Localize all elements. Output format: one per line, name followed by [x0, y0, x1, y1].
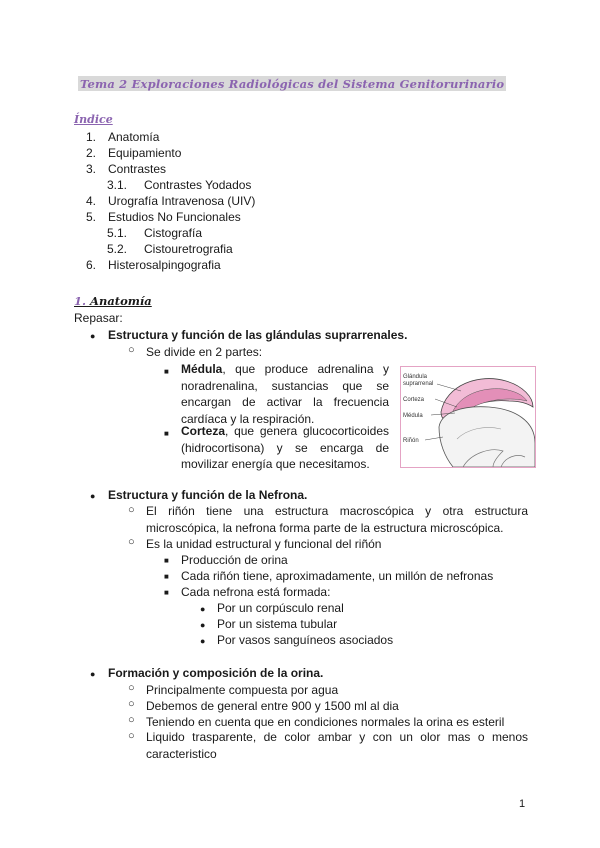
- sub-sub-item: Producción de orina: [181, 553, 288, 567]
- square-bullet-icon: ■: [164, 588, 169, 597]
- document-title: Tema 2 Exploraciones Radiológicas del Sistema Genitorurinario: [80, 77, 505, 91]
- sub-item: Es la unidad estructural y funcional del riñón: [146, 537, 382, 551]
- intro-text: Repasar:: [74, 311, 123, 325]
- sub-item: Debemos de general entre 900 y 1500 ml al dia: [146, 699, 399, 713]
- list-item: Por un sistema tubular: [217, 617, 338, 631]
- sub-item: El riñón tiene una estructura macroscópica y otra estructura microscópica, la nefrona forma parte de la estructura microscópica.: [146, 504, 528, 535]
- square-bullet-icon: ■: [164, 556, 169, 565]
- bullet-icon: ●: [200, 620, 206, 630]
- bullet-icon: ●: [90, 491, 96, 501]
- page-number: 1: [519, 798, 526, 810]
- figure-label: Riñón: [403, 438, 419, 444]
- circle-bullet-icon: ○: [128, 730, 135, 742]
- kidney-illustration: [401, 367, 535, 467]
- bullet-icon: ●: [90, 331, 96, 341]
- list-item: Por un corpúsculo renal: [217, 601, 344, 615]
- sub-item: Liquido trasparente, de color ambar y con un olor mas o menos caracteristico: [146, 730, 528, 761]
- sub-sub-item: Cada riñón tiene, aproximadamente, un millón de nefronas: [181, 569, 494, 583]
- sub-sub-item: Cada nefrona está formada:: [181, 585, 331, 599]
- corteza-paragraph: Corteza, que genera glucocorticoides (hidrocortisona) y se encarga de movilizar energía que necesitamos.: [181, 424, 389, 471]
- circle-bullet-icon: ○: [128, 536, 135, 548]
- medula-paragraph: Médula, que produce adrenalina y noradrenalina, sustancias que se encargan de activar la frecuencia cardíaca y la respiración.: [181, 362, 389, 426]
- square-bullet-icon: ■: [164, 572, 169, 581]
- circle-bullet-icon: ○: [128, 698, 135, 710]
- figure-label: Corteza: [403, 397, 425, 403]
- sub-item: Principalmente compuesta por agua: [146, 683, 339, 697]
- bullet-icon: ●: [90, 669, 96, 679]
- bullet-heading: Estructura y función de la Nefrona.: [108, 488, 308, 502]
- figure-label: Médula: [403, 413, 423, 419]
- circle-bullet-icon: ○: [128, 682, 135, 694]
- list-item: Por vasos sanguíneos asociados: [217, 633, 394, 647]
- bullet-icon: ●: [200, 636, 206, 646]
- bullet-heading: Estructura y función de las glándulas suprarrenales.: [108, 328, 408, 342]
- index-heading: Índice: [74, 113, 113, 126]
- sub-item: Se divide en 2 partes:: [146, 345, 263, 359]
- bullet-heading: Formación y composición de la orina.: [108, 666, 324, 680]
- figure-label: suprarrenal: [403, 381, 434, 387]
- sub-item: Teniendo en cuenta que en condiciones normales la orina es esteril: [146, 715, 505, 729]
- circle-bullet-icon: ○: [128, 714, 135, 726]
- adrenal-gland-figure: [400, 366, 536, 468]
- circle-bullet-icon: ○: [128, 344, 135, 356]
- bullet-icon: ●: [200, 604, 206, 614]
- figure-label: Glándula: [403, 374, 428, 380]
- section-heading: 1. Anatomía: [74, 294, 152, 308]
- square-bullet-icon: ■: [164, 429, 169, 438]
- circle-bullet-icon: ○: [128, 504, 135, 516]
- square-bullet-icon: ■: [164, 367, 169, 376]
